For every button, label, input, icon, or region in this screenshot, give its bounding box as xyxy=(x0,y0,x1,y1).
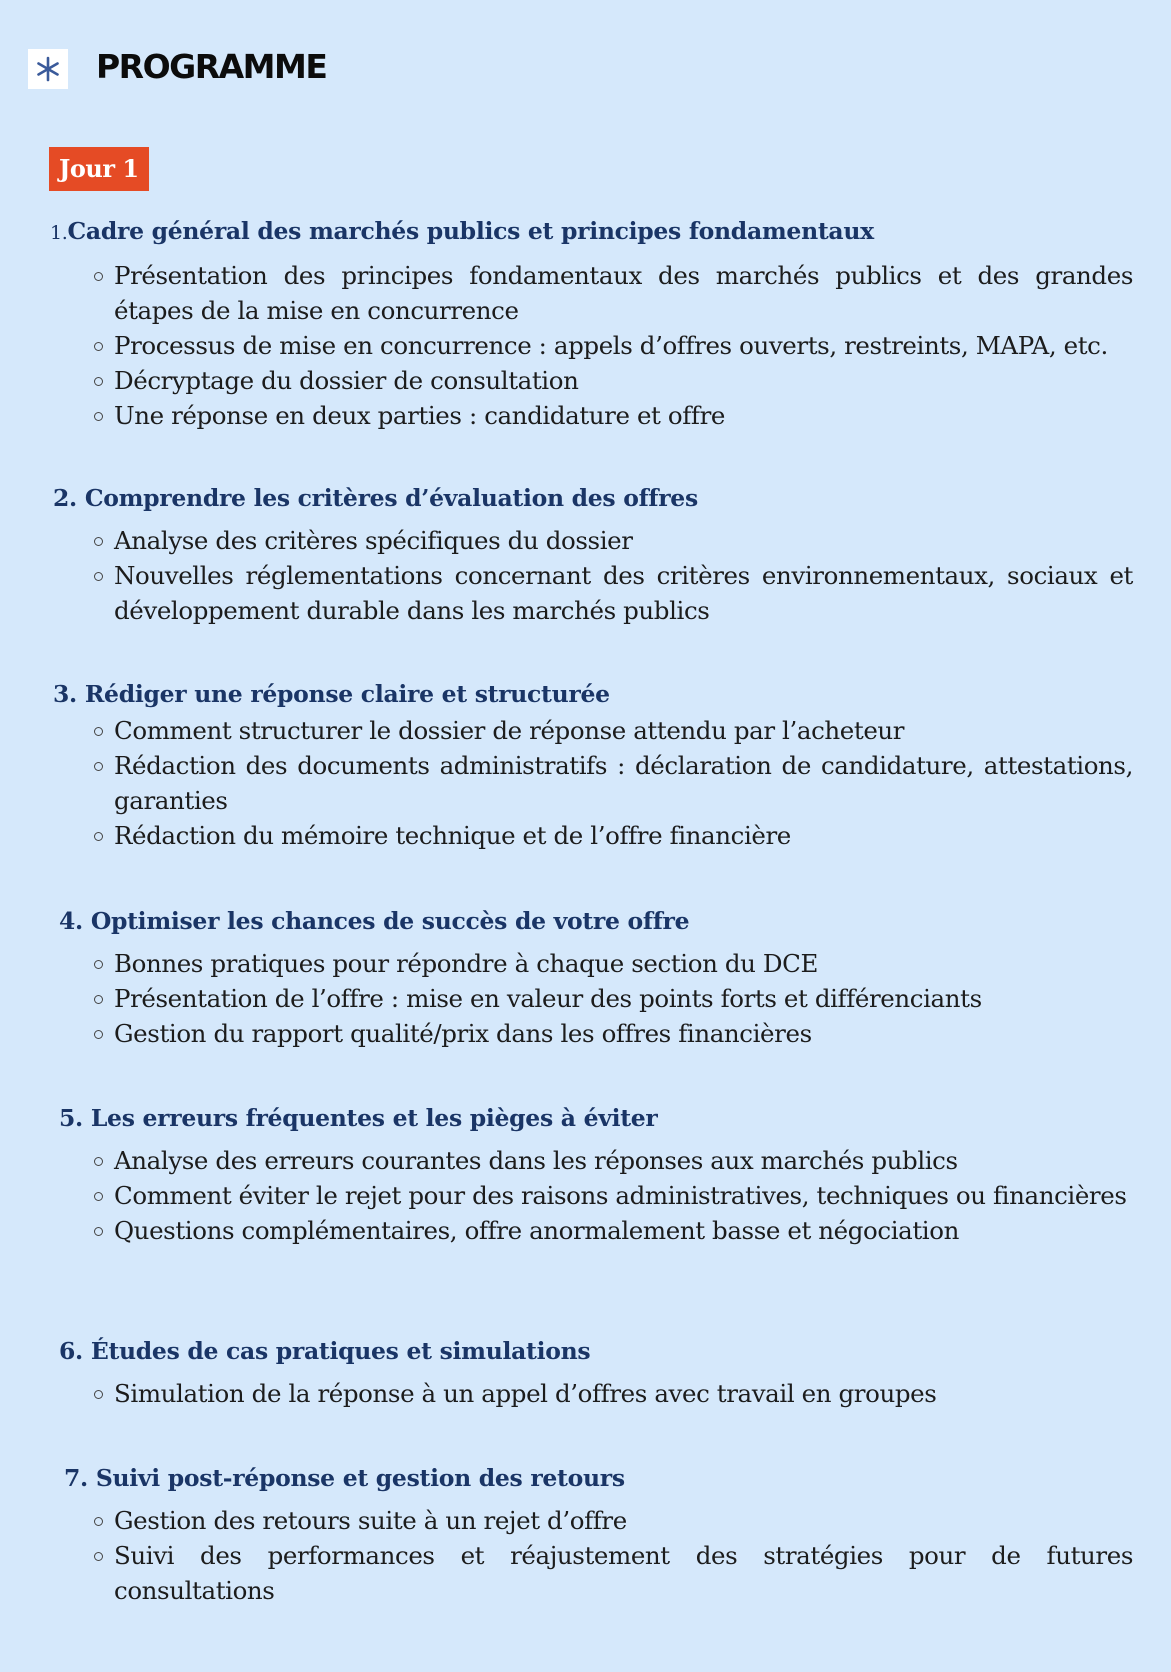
list-item: Analyse des critères spécifiques du dossier xyxy=(114,523,1133,558)
section-2 xyxy=(0,481,1171,628)
list-item: Simulation de la réponse à un appel d’offres avec travail en groupes xyxy=(114,1376,1133,1411)
section-7 xyxy=(0,1461,1171,1608)
list-item: Gestion des retours suite à un rejet d’offre xyxy=(114,1503,1133,1538)
bullet-list xyxy=(0,946,1171,1051)
asterisk-icon xyxy=(34,55,62,83)
section-number: 7. xyxy=(64,1464,88,1492)
section-5 xyxy=(0,1101,1171,1248)
section-title xyxy=(53,677,1171,711)
section-title xyxy=(53,481,1171,515)
list-item: Présentation de l’offre : mise en valeur des points forts et différenciants xyxy=(114,981,1133,1016)
list-item: Comment structurer le dossier de réponse attendu par l’acheteur xyxy=(114,713,1133,748)
list-item: Comment éviter le rejet pour des raisons administratives, techniques ou financières xyxy=(114,1178,1133,1213)
list-item: Analyse des erreurs courantes dans les réponses aux marchés publics xyxy=(114,1143,1133,1178)
section-3 xyxy=(0,677,1171,853)
section-heading: Études de cas pratiques et simulations xyxy=(90,1337,591,1365)
section-heading: Optimiser les chances de succès de votre offre xyxy=(90,907,690,935)
section-heading: Rédiger une réponse claire et structurée xyxy=(84,680,610,708)
section-heading: Comprendre les critères d’évaluation des offres xyxy=(84,484,698,512)
section-6 xyxy=(0,1334,1171,1411)
section-title xyxy=(59,904,1171,938)
section-1 xyxy=(0,214,1171,433)
section-heading: Les erreurs fréquentes et les pièges à éviter xyxy=(90,1104,658,1132)
list-item: Gestion du rapport qualité/prix dans les offres financières xyxy=(114,1016,1133,1051)
bullet-list xyxy=(0,1376,1171,1411)
section-number: 1. xyxy=(50,222,68,244)
bullet-list xyxy=(0,713,1171,853)
header xyxy=(28,48,68,90)
section-number: 6. xyxy=(59,1337,83,1365)
section-title xyxy=(50,214,1171,250)
bullet-list xyxy=(0,258,1171,433)
section-title xyxy=(59,1334,1171,1368)
bullet-list xyxy=(0,523,1171,628)
list-item: Processus de mise en concurrence : appels d’offres ouverts, restreints, MAPA, etc. xyxy=(114,328,1133,363)
list-item: Décryptage du dossier de consultation xyxy=(114,363,1133,398)
bullet-list xyxy=(0,1143,1171,1248)
section-number: 2. xyxy=(53,484,77,512)
list-item: Questions complémentaires, offre anormalement basse et négociation xyxy=(114,1213,1133,1248)
list-item: Bonnes pratiques pour répondre à chaque section du DCE xyxy=(114,946,1133,981)
list-item: Présentation des principes fondamentaux des marchés publics et des grandes étapes de la mise en concurrence xyxy=(114,258,1133,328)
section-number: 4. xyxy=(59,907,83,935)
list-item: Nouvelles réglementations concernant des critères environnementaux, sociaux et développement durable dans les marchés publics xyxy=(114,558,1133,628)
section-heading: Cadre général des marchés publics et principes fondamentaux xyxy=(67,217,874,245)
section-4 xyxy=(0,904,1171,1051)
list-item: Une réponse en deux parties : candidature et offre xyxy=(114,398,1133,433)
section-number: 3. xyxy=(53,680,77,708)
section-heading: Suivi post-réponse et gestion des retours xyxy=(95,1464,625,1492)
bullet-list xyxy=(0,1503,1171,1608)
list-item: Suivi des performances et réajustement des stratégies pour de futures consultations xyxy=(114,1538,1133,1608)
page-title: PROGRAMME xyxy=(96,47,327,86)
logo xyxy=(28,49,68,89)
list-item: Rédaction du mémoire technique et de l’offre financière xyxy=(114,818,1133,853)
day-badge: Jour 1 xyxy=(49,147,149,191)
section-title xyxy=(64,1461,1171,1495)
list-item: Rédaction des documents administratifs : déclaration de candidature, attestations, garanties xyxy=(114,748,1133,818)
section-number: 5. xyxy=(59,1104,83,1132)
section-title xyxy=(59,1101,1171,1135)
